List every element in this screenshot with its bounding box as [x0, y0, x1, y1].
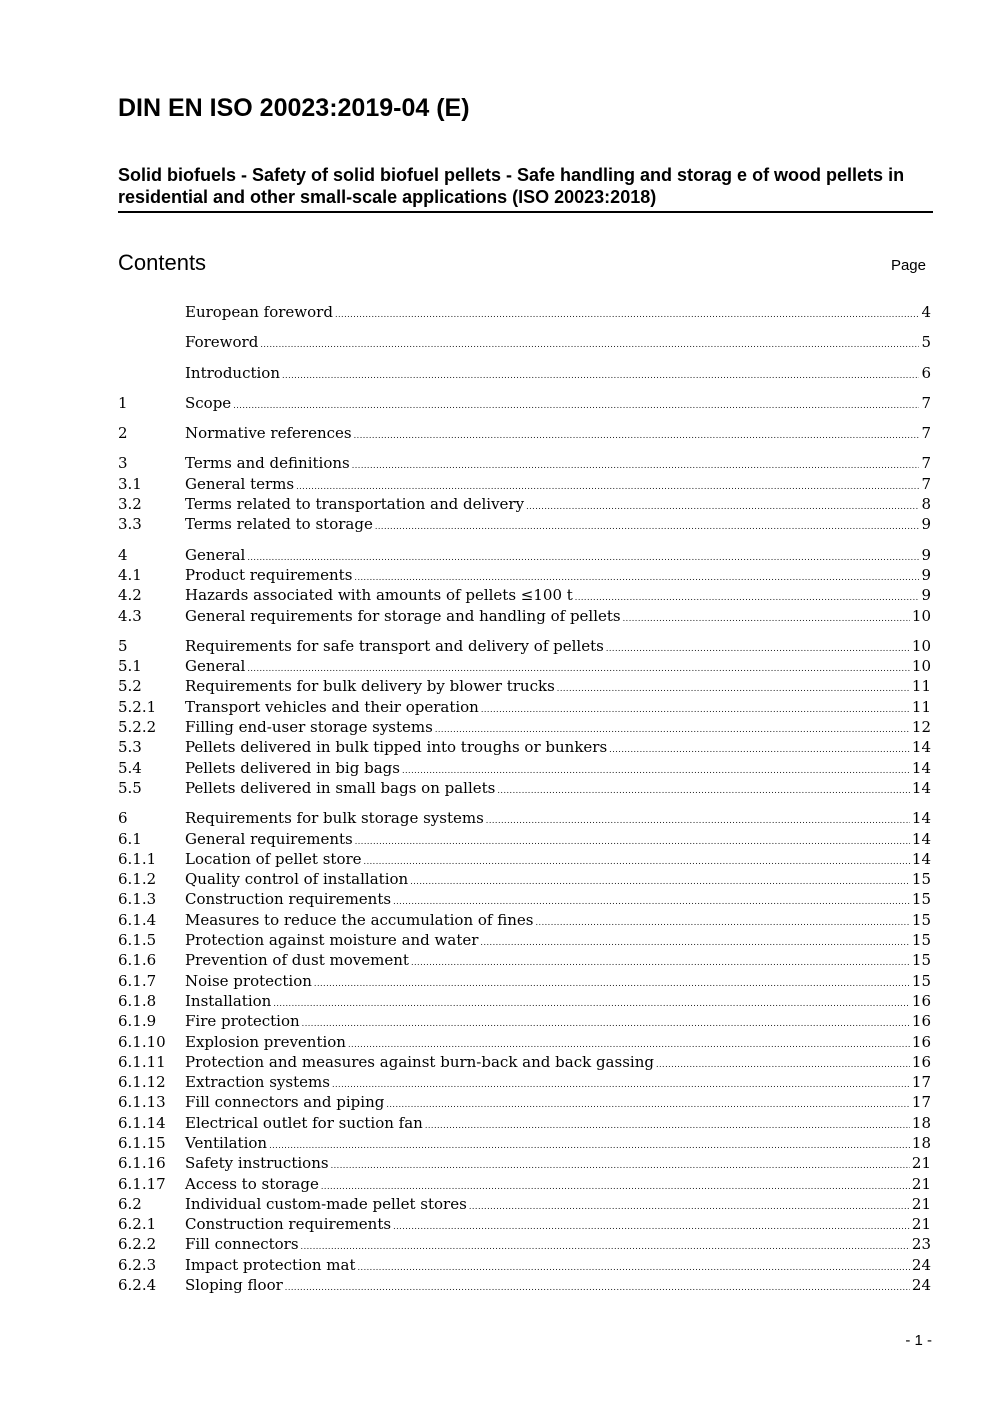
toc-entry-page: 10 — [911, 606, 931, 625]
toc-entry-number: 6.1.7 — [118, 971, 157, 990]
toc-entry-number: 5.5 — [118, 778, 142, 797]
toc-entry[interactable] — [118, 697, 931, 717]
toc-entry-page: 14 — [911, 758, 931, 777]
toc-entry-page: 10 — [911, 657, 931, 676]
toc-entry-page: 9 — [921, 545, 931, 564]
toc-entry-number: 4.3 — [118, 606, 142, 625]
toc-entry[interactable] — [118, 656, 931, 676]
toc-entry-title: Filling end-user storage systems — [185, 718, 433, 737]
toc-entry[interactable] — [118, 869, 931, 889]
contents-heading: Contents — [118, 250, 207, 275]
toc-entry-number: 6.1.15 — [118, 1133, 166, 1152]
toc-dot-leader — [285, 1278, 910, 1298]
document-title: DIN EN ISO 20023:2019-04 (E) — [118, 94, 470, 122]
toc-entry-number: 6.1.16 — [118, 1154, 166, 1173]
toc-entry-number: 6.2.4 — [118, 1276, 157, 1295]
toc-entry[interactable] — [118, 758, 931, 778]
toc-entry-title: Requirements for safe transport and delivery of pellets — [185, 636, 604, 655]
toc-entry[interactable] — [118, 514, 931, 534]
toc-entry-title: Protection against moisture and water — [185, 931, 479, 950]
toc-entry[interactable] — [118, 474, 931, 494]
toc-entry-title: Pellets delivered in bulk tipped into troughs or bunkers — [185, 738, 608, 757]
toc-entry[interactable] — [118, 393, 931, 413]
toc-dot-leader — [623, 609, 910, 629]
toc-entry-number: 3 — [118, 454, 128, 473]
toc-dot-leader — [273, 994, 910, 1014]
toc-entry[interactable] — [118, 676, 931, 696]
toc-entry[interactable] — [118, 1092, 931, 1112]
toc-entry[interactable] — [118, 808, 931, 828]
toc-entry-number: 5.2.1 — [118, 697, 157, 716]
toc-entry-title: Foreword — [185, 333, 259, 352]
toc-entry[interactable] — [118, 494, 931, 514]
toc-entry[interactable] — [118, 332, 931, 352]
toc-entry-page: 9 — [921, 586, 931, 605]
toc-entry[interactable] — [118, 565, 931, 585]
toc-entry-title: Ventilation — [185, 1133, 268, 1152]
toc-entry-title: European foreword — [185, 303, 333, 321]
toc-dot-leader — [335, 305, 920, 325]
toc-entry[interactable] — [118, 778, 931, 798]
toc-entry-page: 21 — [911, 1174, 931, 1193]
toc-entry-page: 15 — [911, 910, 931, 929]
toc-dot-leader — [497, 781, 910, 801]
toc-entry[interactable] — [118, 930, 931, 950]
toc-entry-title: Protection and measures against burn-back and back gassing — [185, 1052, 654, 1071]
toc-dot-leader — [301, 1237, 910, 1257]
toc-dot-leader — [425, 1116, 910, 1136]
toc-entry-title: General requirements — [185, 829, 353, 848]
toc-entry-title: General — [185, 657, 246, 676]
toc-entry-page: 15 — [911, 971, 931, 990]
toc-entry-title: Hazards associated with amounts of pellets ≤100 t — [185, 586, 573, 605]
toc-dot-leader — [481, 700, 910, 720]
toc-entry[interactable] — [118, 910, 931, 930]
toc-entry-number: 6 — [118, 809, 128, 828]
toc-entry[interactable] — [118, 991, 931, 1011]
toc-entry-number: 5.2 — [118, 677, 142, 696]
toc-entry-page: 6 — [921, 363, 931, 382]
toc-dot-leader — [352, 456, 920, 476]
toc-entry-number: 4.1 — [118, 565, 142, 584]
page-number: - 1 - — [905, 1332, 932, 1349]
toc-entry-page: 11 — [911, 697, 931, 716]
toc-entry-title: Pellets delivered in big bags — [185, 758, 400, 777]
toc-entry[interactable] — [118, 453, 931, 473]
toc-entry-title: Fire protection — [185, 1012, 300, 1031]
toc-entry-number: 1 — [118, 393, 128, 412]
toc-entry-page: 12 — [911, 718, 931, 737]
toc-entry[interactable] — [118, 636, 931, 656]
toc-dot-leader — [411, 953, 910, 973]
toc-entry-page: 7 — [921, 424, 931, 443]
toc-entry-page: 7 — [921, 393, 931, 412]
toc-entry-title: Electrical outlet for suction fan — [185, 1113, 423, 1132]
toc-dot-leader — [606, 639, 910, 659]
toc-entry-title: Safety instructions — [185, 1154, 329, 1173]
toc-entry-number: 6.1.17 — [118, 1174, 166, 1193]
toc-entry[interactable] — [118, 606, 931, 626]
toc-entry[interactable] — [118, 1174, 931, 1194]
toc-entry-page: 9 — [921, 515, 931, 534]
toc-entry-number: 6.2.3 — [118, 1255, 157, 1274]
toc-entry-number: 6.1.12 — [118, 1073, 166, 1092]
toc-entry-title: Normative references — [185, 424, 352, 443]
toc-dot-leader — [355, 832, 910, 852]
toc-entry[interactable] — [118, 889, 931, 909]
toc-entry-page: 8 — [921, 495, 931, 514]
toc-dot-leader — [364, 852, 910, 872]
table-of-contents — [118, 302, 931, 1295]
toc-entry-title: General requirements for storage and handling of pellets — [185, 606, 621, 625]
toc-entry-page: 7 — [921, 474, 931, 493]
toc-entry-number: 6.1.1 — [118, 849, 157, 868]
toc-entry-page: 15 — [911, 951, 931, 970]
toc-dot-leader — [393, 1217, 910, 1237]
toc-entry-title: Location of pellet store — [185, 849, 362, 868]
document-subtitle: Solid biofuels - Safety of solid biofuel pellets - Safe handling and storag e of wood pellets in residential and other small-scale applications (ISO 20023:2018) — [118, 164, 933, 213]
toc-entry-page: 5 — [921, 333, 931, 352]
toc-entry-page: 17 — [911, 1073, 931, 1092]
toc-entry-page: 10 — [911, 636, 931, 655]
page-column-label: Page — [890, 257, 926, 274]
toc-entry-title: Quality control of installation — [185, 870, 409, 889]
toc-entry-title: Measures to reduce the accumulation of fines — [185, 910, 534, 929]
toc-dot-leader — [557, 679, 910, 699]
toc-entry[interactable] — [118, 849, 931, 869]
toc-entry-number: 6.1.6 — [118, 951, 157, 970]
toc-entry[interactable] — [118, 971, 931, 991]
toc-entry-page: 4 — [921, 303, 931, 321]
toc-entry-page: 14 — [911, 809, 931, 828]
toc-entry-number: 6.1.9 — [118, 1012, 157, 1031]
toc-entry-page: 16 — [911, 991, 931, 1010]
toc-entry-page: 14 — [911, 849, 931, 868]
toc-entry-title: General terms — [185, 474, 295, 493]
toc-dot-leader — [410, 872, 910, 892]
toc-entry-number: 2 — [118, 424, 128, 443]
toc-entry-number: 6.1.11 — [118, 1052, 166, 1071]
toc-entry-number: 4.2 — [118, 586, 142, 605]
toc-entry[interactable] — [118, 1153, 931, 1173]
toc-entry-number: 6.1.3 — [118, 890, 157, 909]
toc-entry-title: Prevention of dust movement — [185, 951, 409, 970]
toc-entry-page: 11 — [911, 677, 931, 696]
toc-dot-leader — [354, 426, 920, 446]
toc-dot-leader — [332, 1075, 910, 1095]
toc-entry[interactable] — [118, 1113, 931, 1133]
toc-dot-leader — [656, 1055, 910, 1075]
toc-entry-number: 3.1 — [118, 474, 142, 493]
toc-entry-number: 5.2.2 — [118, 718, 157, 737]
toc-entry-number: 5.3 — [118, 738, 142, 757]
toc-entry-page: 23 — [911, 1235, 931, 1254]
toc-entry-number: 6.2.1 — [118, 1215, 157, 1234]
toc-entry-title: Requirements for bulk storage systems — [185, 809, 484, 828]
toc-dot-leader — [282, 366, 919, 386]
toc-entry-title: Scope — [185, 393, 232, 412]
toc-dot-leader — [269, 1136, 910, 1156]
toc-entry-number: 6.1.2 — [118, 870, 157, 889]
toc-dot-leader — [535, 913, 909, 933]
toc-entry[interactable] — [118, 829, 931, 849]
toc-entry-title: Extraction systems — [185, 1073, 330, 1092]
toc-entry-number: 5.1 — [118, 657, 142, 676]
toc-entry-page: 16 — [911, 1032, 931, 1051]
toc-dot-leader — [469, 1197, 910, 1217]
toc-entry-page: 18 — [911, 1113, 931, 1132]
toc-dot-leader — [480, 933, 909, 953]
toc-dot-leader — [526, 497, 919, 517]
toc-entry[interactable] — [118, 950, 931, 970]
toc-entry-title: Transport vehicles and their operation — [185, 697, 479, 716]
toc-entry-title: Noise protection — [185, 971, 312, 990]
toc-entry-title: Terms related to storage — [185, 515, 373, 534]
toc-entry[interactable] — [118, 363, 931, 383]
toc-entry-title: Construction requirements — [185, 1215, 392, 1234]
toc-entry[interactable] — [118, 1275, 931, 1295]
toc-entry-page: 14 — [911, 829, 931, 848]
toc-entry[interactable] — [118, 737, 931, 757]
toc-entry-title: Product requirements — [185, 565, 353, 584]
toc-entry-number: 6.1.10 — [118, 1032, 166, 1051]
toc-entry-title: Pellets delivered in small bags on pallets — [185, 778, 496, 797]
toc-dot-leader — [357, 1258, 909, 1278]
toc-entry-title: Individual custom-made pellet stores — [185, 1194, 467, 1213]
toc-entry-title: Impact protection mat — [185, 1255, 356, 1274]
toc-entry[interactable] — [118, 1255, 931, 1275]
toc-entry-page: 15 — [911, 931, 931, 950]
toc-entry[interactable] — [118, 585, 931, 605]
toc-dot-leader — [314, 974, 910, 994]
toc-entry-page: 7 — [921, 454, 931, 473]
toc-entry[interactable] — [118, 1072, 931, 1092]
toc-entry-page: 17 — [911, 1093, 931, 1112]
toc-entry[interactable] — [118, 302, 931, 322]
toc-entry[interactable] — [118, 1052, 931, 1072]
toc-entry-page: 14 — [911, 778, 931, 797]
toc-entry-number: 3.3 — [118, 515, 142, 534]
toc-dot-leader — [302, 1014, 910, 1034]
toc-entry-title: Access to storage — [185, 1174, 319, 1193]
toc-entry-title: Sloping floor — [185, 1276, 283, 1295]
toc-entry-page: 24 — [911, 1276, 931, 1295]
toc-dot-leader — [386, 1095, 910, 1115]
toc-entry-page: 14 — [911, 738, 931, 757]
toc-dot-leader — [331, 1156, 910, 1176]
toc-entry-number: 4 — [118, 545, 128, 564]
toc-entry-title: Fill connectors and piping — [185, 1093, 385, 1112]
toc-entry-number: 6.1.4 — [118, 910, 157, 929]
toc-entry-number: 6.1 — [118, 829, 142, 848]
toc-entry[interactable] — [118, 717, 931, 737]
toc-entry-number: 6.1.13 — [118, 1093, 166, 1112]
toc-entry-number: 5.4 — [118, 758, 142, 777]
toc-entry-page: 21 — [911, 1215, 931, 1234]
toc-entry[interactable] — [118, 1011, 931, 1031]
toc-entry-title: Construction requirements — [185, 890, 392, 909]
toc-entry-title: Introduction — [185, 363, 280, 382]
toc-entry-page: 15 — [911, 870, 931, 889]
toc-dot-leader — [609, 740, 910, 760]
toc-entry-title: Terms and definitions — [185, 454, 350, 473]
toc-entry[interactable] — [118, 423, 931, 443]
toc-entry-number: 6.2 — [118, 1194, 142, 1213]
toc-entry-number: 3.2 — [118, 495, 142, 514]
toc-entry-title: Explosion prevention — [185, 1032, 346, 1051]
toc-entry-number: 5 — [118, 636, 128, 655]
toc-entry-title: Fill connectors — [185, 1235, 299, 1254]
toc-entry-number: 6.1.14 — [118, 1113, 166, 1132]
toc-dot-leader — [575, 588, 920, 608]
toc-entry-page: 16 — [911, 1012, 931, 1031]
toc-entry-page: 9 — [921, 565, 931, 584]
toc-dot-leader — [486, 811, 910, 831]
toc-entry[interactable] — [118, 1214, 931, 1234]
toc-entry[interactable] — [118, 1194, 931, 1214]
toc-entry-number: 6.1.8 — [118, 991, 157, 1010]
toc-entry[interactable] — [118, 1234, 931, 1254]
toc-entry[interactable] — [118, 1032, 931, 1052]
toc-entry-page: 24 — [911, 1255, 931, 1274]
toc-entry-page: 18 — [911, 1133, 931, 1152]
toc-entry[interactable] — [118, 1133, 931, 1153]
toc-entry-title: Requirements for bulk delivery by blower trucks — [185, 677, 555, 696]
toc-entry-number: 6.1.5 — [118, 931, 157, 950]
toc-entry-title: General — [185, 545, 246, 564]
toc-entry-number: 6.2.2 — [118, 1235, 157, 1254]
toc-entry-page: 15 — [911, 890, 931, 909]
toc-entry-page: 21 — [911, 1154, 931, 1173]
toc-entry-title: Installation — [185, 991, 272, 1010]
toc-dot-leader — [260, 335, 919, 355]
toc-dot-leader — [375, 517, 920, 537]
toc-entry-title: Terms related to transportation and delivery — [185, 495, 525, 514]
toc-entry[interactable] — [118, 545, 931, 565]
toc-entry-page: 21 — [911, 1194, 931, 1213]
toc-dot-leader — [233, 396, 919, 416]
toc-entry-page: 16 — [911, 1052, 931, 1071]
